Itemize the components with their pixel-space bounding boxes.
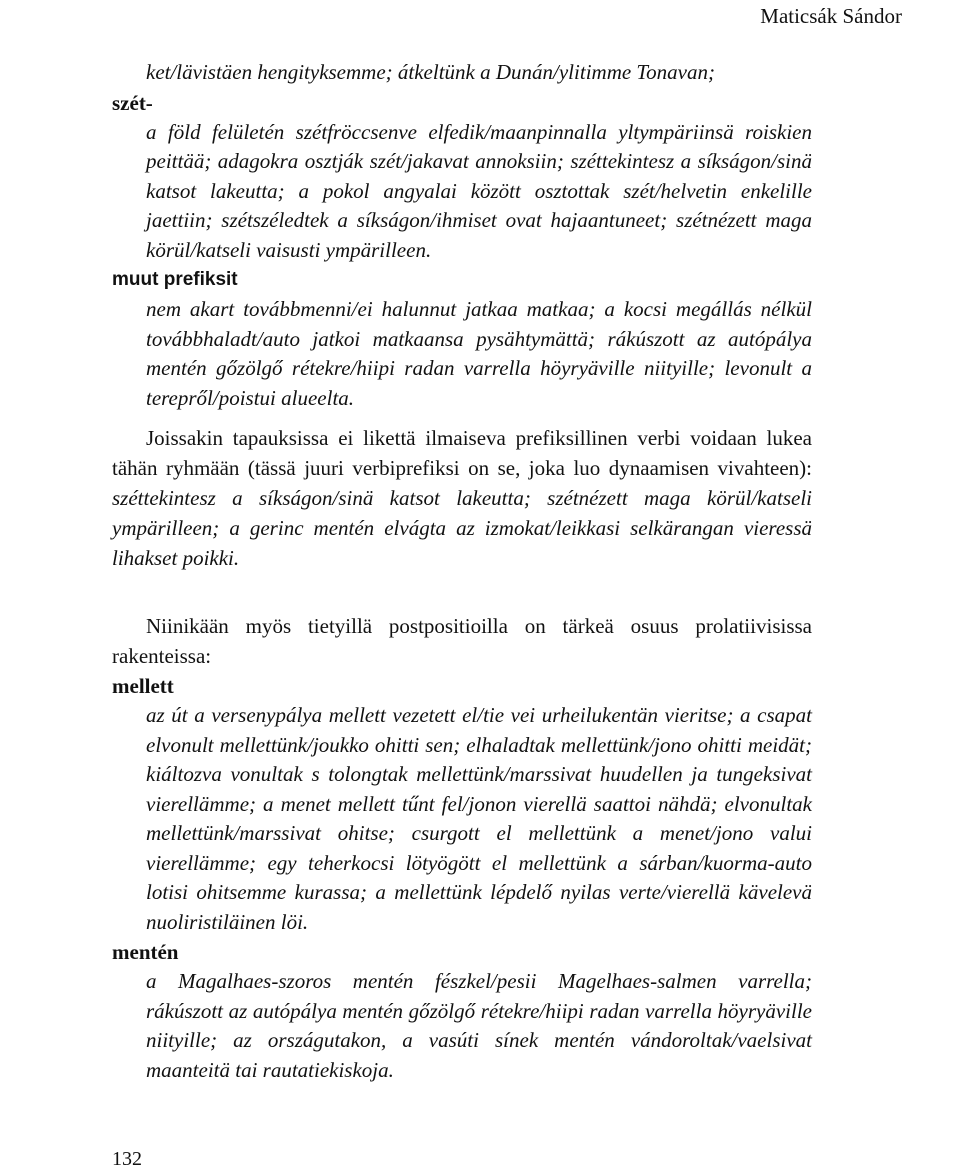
body-paragraph-1-examples: széttekintesz a síkságon/sinä katsot lakeutta; szétnézett maga körül/katseli ympärilleen; a gerinc mentén elvágta az izmokat/leikkasi selkärangan vieressä lihakset poikki. [112, 486, 812, 570]
example-block-mellett: az út a versenypálya mellett vezetett el/tie vei urheilukentän vieritse; a csapat elvonult mellettünk/joukko ohitti sen; elhaladtak mellettünk/jono ohitti meidät; kiáltozva vonultak s tolongtak mellettünk/marssivat huudellen ja tungeksivat vierellämme; a menet mellett tűnt fel/jonon vierellä saattoi nähdä; elvonultak mellettünk/marssivat ohitse; csurgott el mellettünk a menet/jono valui vierellämme; egy teherkocsi lötyögött el mellettünk a sárban/kuorma-auto lotisi ohitsemme kurassa; a mellettünk lépdelő nyilas verte/vierellä kävelevä nuoliristiläinen löi. [146, 703, 812, 934]
term-heading-mellett: mellett [112, 674, 174, 698]
body-paragraph-2 [112, 611, 812, 671]
page-content [112, 58, 812, 1085]
term-heading-szet: szét- [112, 90, 153, 115]
body-paragraph-2-text: Niinikään myös tietyillä postpositioilla on tärkeä osuus prolatiivisissa rakenteissa: [112, 614, 812, 668]
running-header-author: Maticsák Sándor [760, 4, 902, 28]
example-block-menten: a Magalhaes-szoros mentén fészkel/pesii Magelhaes-salmen varrella; rákúszott az autópálya mentén gőzölgő rétekre/hiipi radan varrella höyryäville niityille; az országutakon, a vasúti sínek mentén vándoroltak/vaelsivat maanteitä tai rautatiekiskoja. [146, 969, 812, 1082]
body-paragraph-1 [112, 423, 812, 573]
example-block-muut-prefiksit: nem akart továbbmenni/ei halunnut jatkaa matkaa; a kocsi megállás nélkül továbbhaladt/auto jatkoi matkaansa pysähtymättä; rákúszott az autópálya mentén gőzölgő rétekre/hiipi radan varrella höyryäville niityille; levonult a terepről/poistui alueelta. [146, 297, 812, 410]
example-block-intro: ket/lävistäen hengityksemme; átkeltünk a Dunán/ylitimme Tonavan; [146, 60, 715, 84]
page-number: 132 [112, 1148, 142, 1170]
body-paragraph-1-text: Joissakin tapauksissa ei likettä ilmaiseva prefiksillinen verbi voidaan lukea tähän ryhmään (tässä juuri verbiprefiksi on se, joka luo dynaamisen vivahteen): [112, 426, 812, 480]
example-block-szet: a föld felületén szétfröccsenve elfedik/maanpinnalla yltympäriinsä roiskien peittää; adagokra osztják szét/jakavat annoksiin; széttekintesz a síkságon/sinä katsot lakeutta; a pokol angyalai között osztottak szét/helvetin enkelille jaettiin; szétszéledtek a síkságon/ihmiset ovat hajaantuneet; szétnézett maga körül/katseli vaisusti ympärilleen. [146, 119, 812, 262]
term-heading-muut-prefiksit: muut prefiksit [112, 269, 238, 290]
term-heading-menten: mentén [112, 940, 179, 964]
